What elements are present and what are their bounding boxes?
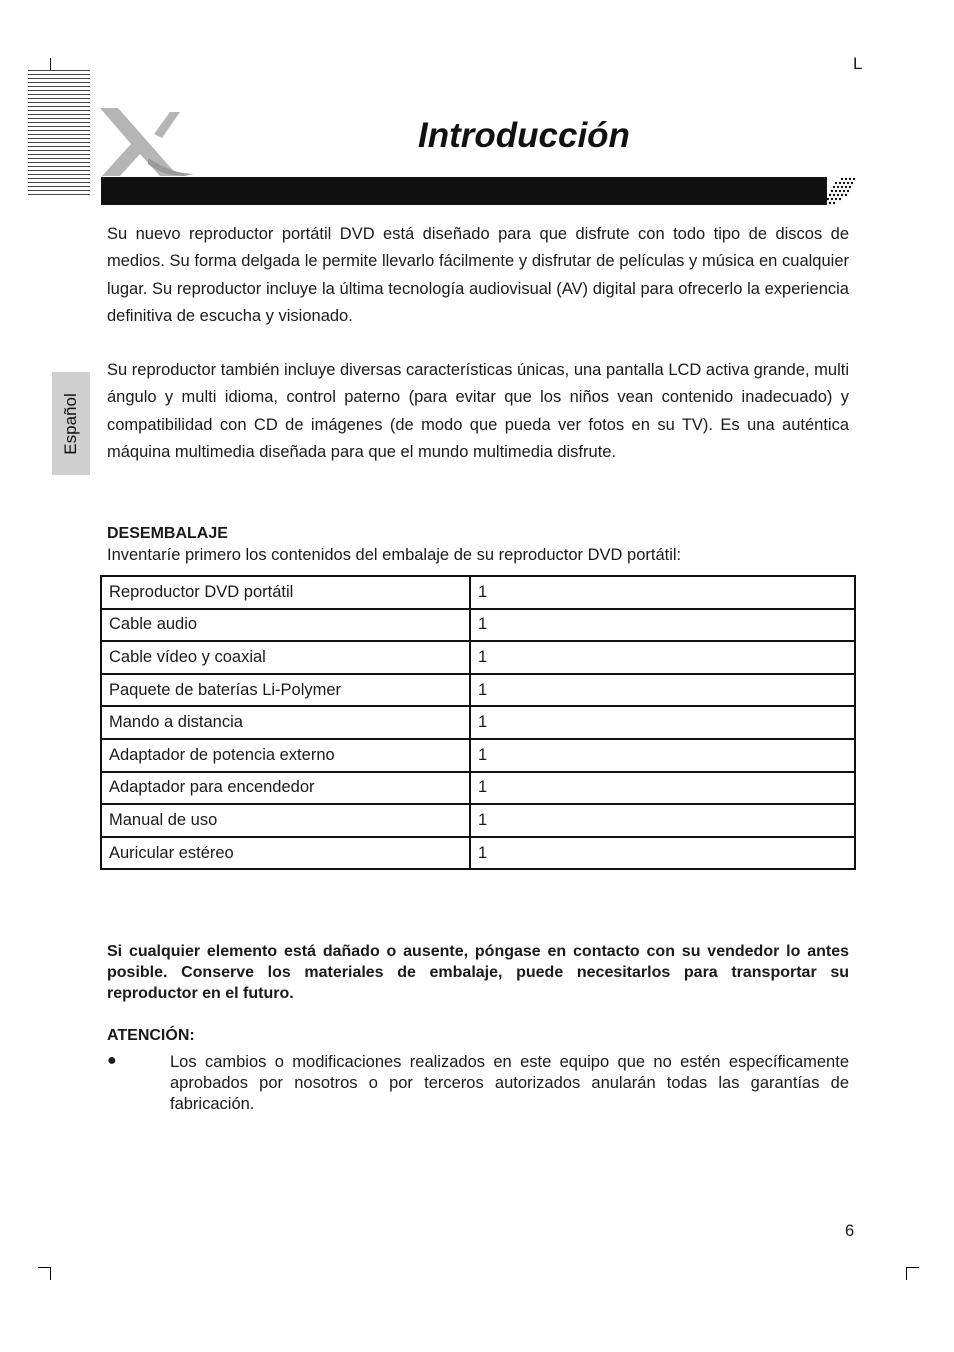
item-qty: 1 [470,837,855,870]
title-bar [101,177,827,205]
item-qty: 1 [470,804,855,837]
item-qty: 1 [470,706,855,739]
table-row [101,576,855,609]
x-logo-icon [96,104,196,178]
table-row [101,609,855,642]
item-qty: 1 [470,772,855,805]
attention-heading: ATENCIÓN: [107,1027,195,1044]
page-number: 6 [845,1222,855,1240]
item-qty: 1 [470,576,855,609]
item-name: Adaptador de potencia externo [101,739,470,772]
language-tab-label: Español [61,392,80,455]
item-name: Cable audio [101,609,470,642]
unpacking-intro: Inventaríe primero los contenidos del embalaje de su reproductor DVD portátil: [107,546,682,564]
bullet-icon: ● [107,1052,117,1069]
item-qty: 1 [470,641,855,674]
damage-warning: Si cualquier elemento está dañado o ausente, póngase en contacto con su vendedor lo antes posible. Conserve los materiales de embalaje, puede necesitarlos para transportar su reproductor en el futuro. [107,943,849,1002]
crop-mark-bottom-right [906,1267,919,1268]
table-row [101,674,855,707]
item-qty: 1 [470,609,855,642]
dotted-pattern [820,177,856,205]
table-row [101,739,855,772]
crop-mark-bottom-right-v [906,1267,907,1280]
table-row [101,641,855,674]
intro-paragraph-1: Su nuevo reproductor portátil DVD está diseñado para que disfrute con todo tipo de discos de medios. Su forma delgada le permite llevarlo fácilmente y disfrutar de películas y música en cualquier lugar. Su reproductor incluye la última tecnología audiovisual (AV) digital para ofrecerlo la experiencia definitiva de escucha y visionado. [107,225,849,325]
item-name: Manual de uso [101,804,470,837]
item-name: Cable vídeo y coaxial [101,641,470,674]
table-row [101,706,855,739]
attention-text: Los cambios o modificaciones realizados en este equipo que no estén específicamente aprobados por nosotros o por terceros autorizados anularán todas las garantías de fabricación. [170,1053,849,1113]
item-qty: 1 [470,674,855,707]
table-row [101,837,855,870]
contents-table [100,575,856,870]
crop-mark-bottom-left-v [50,1267,51,1280]
corner-mark: L [853,54,863,73]
item-name: Reproductor DVD portátil [101,576,470,609]
item-name: Paquete de baterías Li-Polymer [101,674,470,707]
item-name: Auricular estéreo [101,837,470,870]
item-name: Mando a distancia [101,706,470,739]
intro-paragraph-2: Su reproductor también incluye diversas características únicas, una pantalla LCD activa grande, multi ángulo y multi idioma, control paterno (para evitar que los niños vean contenido inadecuado) y compatibilidad con CD de imágenes (de modo que pueda ver fotos en su TV). Es una auténtica máquina multimedia diseñada para que el mundo multimedia disfrute. [107,361,849,461]
item-name: Adaptador para encendedor [101,772,470,805]
table-row [101,804,855,837]
item-qty: 1 [470,739,855,772]
language-tab [52,372,90,475]
table-row [101,772,855,805]
unpacking-heading: DESEMBALAJE [107,525,228,542]
page-title: Introducción [418,116,630,155]
decorative-stripes [28,70,90,200]
